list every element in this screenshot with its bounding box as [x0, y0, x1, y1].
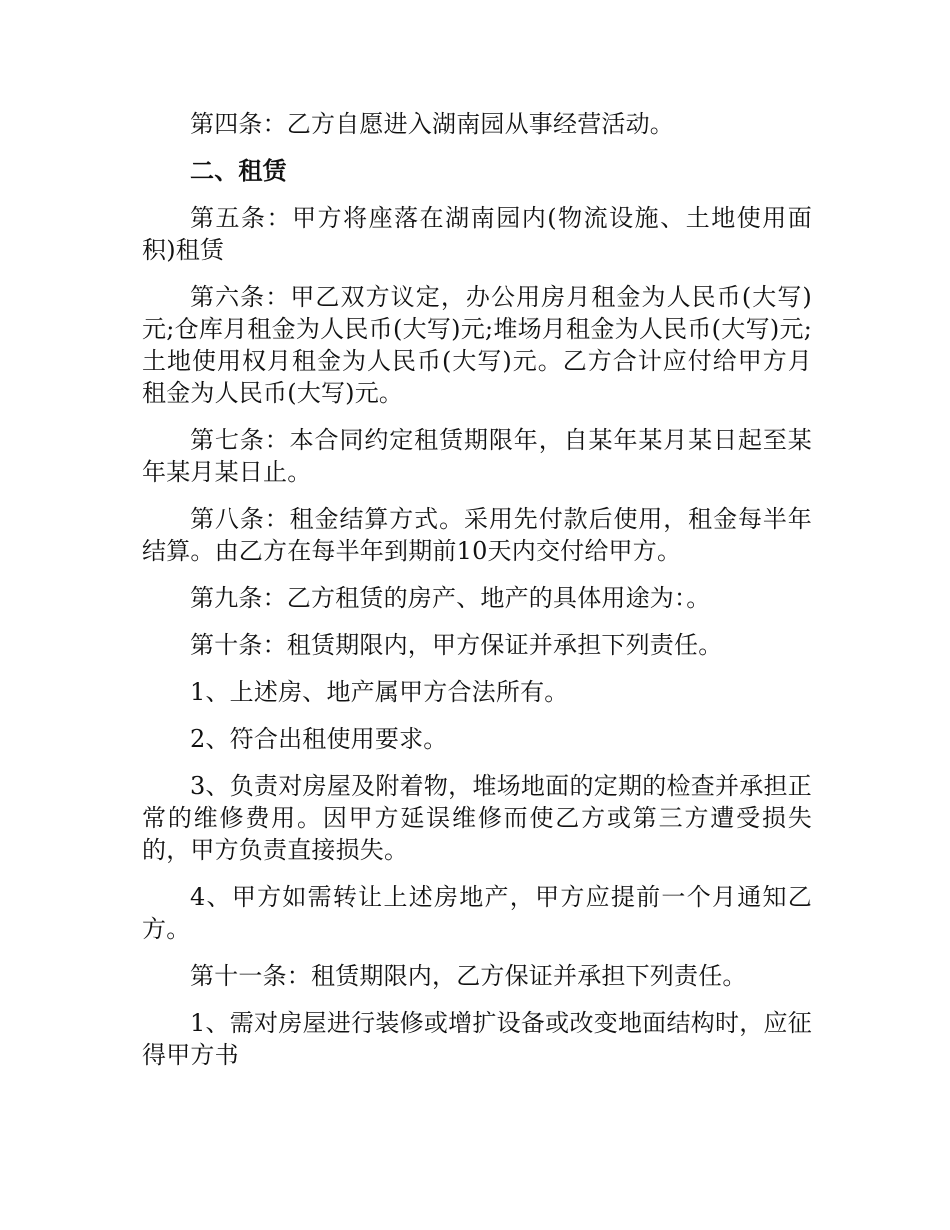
clause-7: 第七条：本合同约定租赁期限年，自某年某月某日起至某年某月某日止。	[142, 426, 812, 486]
clause-10: 第十条：租赁期限内，甲方保证并承担下列责任。	[190, 631, 723, 659]
section-heading-lease: 二、租赁	[190, 157, 287, 185]
clause-10-item-4: 4、甲方如需转让上述房地产，甲方应提前一个月通知乙方。	[142, 883, 812, 943]
clause-6: 第六条：甲乙双方议定，办公用房月租金为人民币(大写)元;仓库月租金为人民币(大写)元;堆场月租金为人民币(大写)元;土地使用权月租金为人民币(大写)元。乙方合计应付给甲方月租金为人民币(大写)元。	[142, 283, 812, 407]
document-body	[142, 108, 812, 1086]
clause-10-item-2: 2、符合出租使用要求。	[190, 725, 448, 753]
clause-9: 第九条：乙方租赁的房产、地产的具体用途为：。	[190, 584, 711, 612]
clause-10-item-3: 3、负责对房屋及附着物，堆场地面的定期的检查并承担正常的维修费用。因甲方延误维修而使乙方或第三方遭受损失的，甲方负责直接损失。	[142, 772, 812, 864]
clause-11: 第十一条：租赁期限内，乙方保证并承担下列责任。	[190, 962, 747, 990]
clause-4: 第四条：乙方自愿进入湖南园从事经营活动。	[190, 110, 674, 138]
clause-8: 第八条：租金结算方式。采用先付款后使用，租金每半年结算。由乙方在每半年到期前10天内交付给甲方。	[142, 505, 812, 565]
clause-10-item-1: 1、上述房、地产属甲方合法所有。	[190, 678, 569, 706]
clause-11-item-1: 1、需对房屋进行装修或增扩设备或改变地面结构时，应征得甲方书	[142, 1009, 812, 1069]
clause-5: 第五条：甲方将座落在湖南园内(物流设施、土地使用面积)租赁	[142, 204, 812, 264]
